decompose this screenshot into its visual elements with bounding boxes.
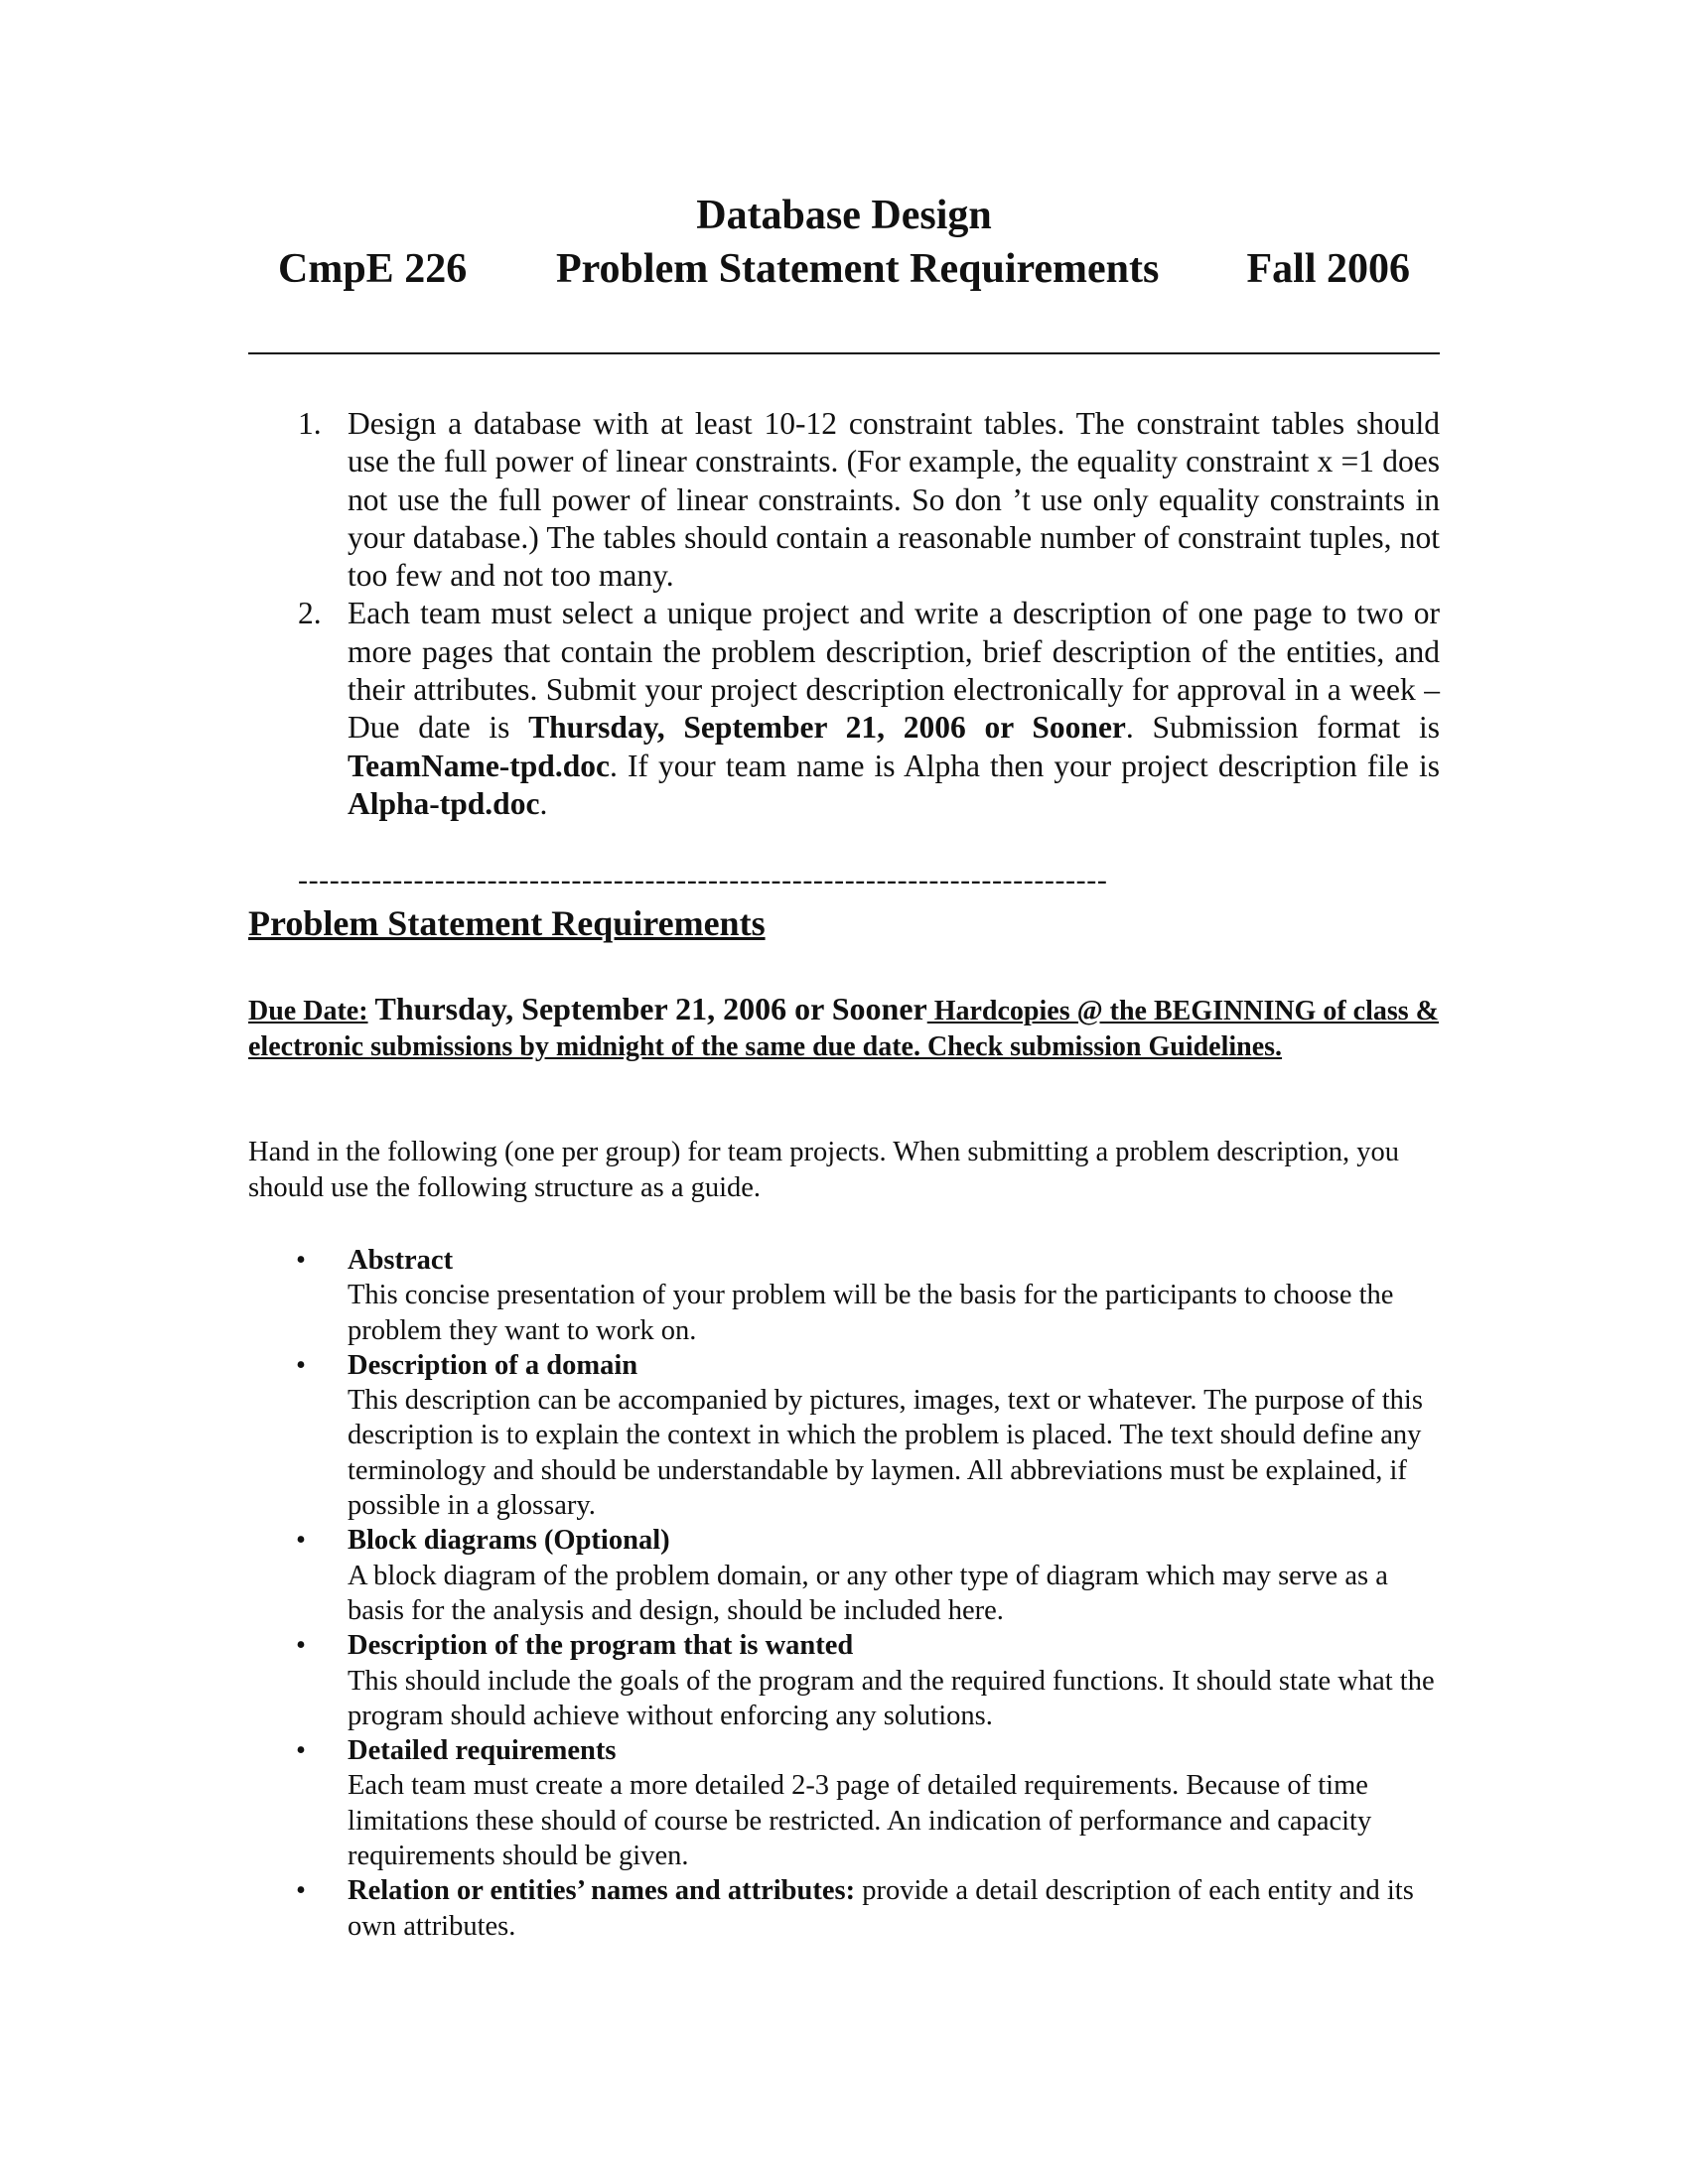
bullet-body: This description can be accompanied by pictures, images, text or whatever. The purpose of this description is to explain the context in which the problem is placed. The text should define any terminology and should be understandable by laymen. All abbreviations must be explained, if possible in a glossary.: [348, 1385, 1423, 1522]
bullet-heading: Description of the program that is wanted: [348, 1630, 854, 1662]
list-item: [248, 405, 1440, 595]
file-format-emphasis: TeamName-tpd.doc: [348, 748, 610, 783]
list-item-text: Design a database with at least 10-12 constraint tables. The constraint tables should use the full power of linear constraints. (For example, the equality constraint x =1 does not use the full power of linear constraints. So don ’t use only equality constraints in your database.) The tables should contain a reasonable number of constraint tuples, not too few and not too many.: [348, 406, 1440, 594]
intro-paragraph: Hand in the following (one per group) for team projects. When submitting a problem description, you should use the following structure as a guide.: [248, 1137, 1399, 1203]
bullet-list: [248, 1243, 1440, 1944]
list-item: [248, 1628, 1440, 1733]
bullet-body: This should include the goals of the program and the required functions. It should state what the program should achieve without enforcing any solutions.: [348, 1665, 1435, 1731]
due-date-label: Due Date:: [248, 996, 368, 1026]
course-code: CmpE 226: [278, 246, 468, 292]
dashed-separator: -----------------------------------------------------------------------------: [298, 864, 1108, 896]
list-item-text: Each team must select a unique project and write a description of one page to two or more pages that contain the problem description, brief description of the entities, and their attributes. Submit your project description electronically for approval in a week – Due date is: [348, 596, 1440, 746]
bullet-icon: •: [296, 1349, 306, 1381]
bullet-heading: Description of a domain: [348, 1349, 638, 1381]
list-item-number: 1.: [298, 406, 322, 441]
list-item: [248, 595, 1440, 823]
bullet-heading: Relation or entities’ names and attributes:: [348, 1875, 856, 1907]
bullet-inline-text: provide a detail description of each entity and its own attributes.: [348, 1875, 1414, 1942]
bullet-heading: Block diagrams (Optional): [348, 1525, 670, 1557]
list-item-text: . Submission format is: [1125, 710, 1440, 746]
numbered-list: [248, 405, 1440, 823]
list-item: [248, 1873, 1440, 1944]
bullet-body: Each team must create a more detailed 2-3 page of detailed requirements. Because of time limitations these should of course be restricted. An indication of performance and capacity requirements should be given.: [348, 1770, 1372, 1872]
due-date-emphasis: Thursday, September 21, 2006 or Sooner: [528, 710, 1126, 746]
document-title: Database Design: [696, 193, 992, 238]
bullet-body: A block diagram of the problem domain, or any other type of diagram which may serve as a basis for the analysis and design, should be included here.: [348, 1560, 1388, 1626]
list-item: [248, 1733, 1440, 1873]
bullet-icon: •: [296, 1735, 306, 1767]
due-date-value: Thursday, September 21, 2006 or Sooner: [374, 991, 927, 1026]
list-item: [248, 1243, 1440, 1348]
due-date-note: Hardcopies @ the BEGINNING of class & electronic submissions by midnight of the same due date. Check submission Guidelines.: [248, 996, 1439, 1062]
list-item-text: .: [539, 785, 548, 821]
bullet-icon: •: [296, 1875, 306, 1907]
header-divider: [248, 352, 1440, 354]
list-item-text: . If your team name is Alpha then your project description file is: [609, 748, 1440, 783]
example-filename-emphasis: Alpha-tpd.doc: [348, 785, 540, 821]
bullet-icon: •: [296, 1630, 306, 1662]
section-heading: Problem Statement Requirements: [248, 903, 766, 943]
bullet-body: This concise presentation of your problem will be the basis for the participants to choose the problem they want to work on.: [348, 1280, 1394, 1346]
document-subtitle: Problem Statement Requirements: [556, 246, 1160, 292]
term-label: Fall 2006: [1246, 246, 1410, 292]
bullet-heading: Abstract: [348, 1245, 454, 1276]
bullet-icon: •: [296, 1525, 306, 1557]
bullet-heading: Detailed requirements: [348, 1735, 617, 1767]
list-item-number: 2.: [298, 596, 322, 631]
due-date-block: [248, 991, 1440, 1065]
bullet-icon: •: [296, 1245, 306, 1276]
list-item: [248, 1523, 1440, 1628]
list-item: [248, 1348, 1440, 1523]
